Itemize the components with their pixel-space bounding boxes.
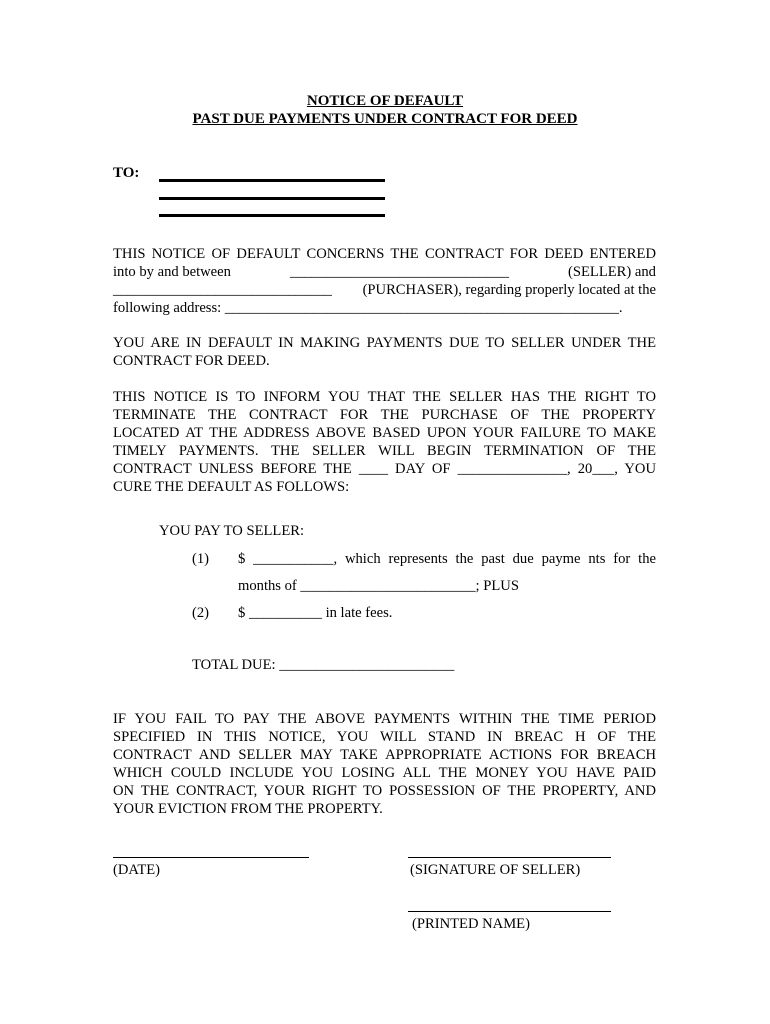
para4-line4: WHICH COULD INCLUDE YOU LOSING ALL THE MONEY YOU HAVE PAID bbox=[113, 765, 656, 781]
para1-line2 bbox=[113, 263, 656, 281]
para4-line3: CONTRACT AND SELLER MAY TAKE APPROPRIATE ACTIONS FOR BREACH bbox=[113, 747, 656, 763]
document-title: NOTICE OF DEFAULT bbox=[306, 93, 464, 109]
date-line bbox=[113, 857, 309, 858]
para3-line2: TERMINATE THE CONTRACT FOR THE PURCHASE OF THE PROPERTY bbox=[113, 407, 656, 423]
para4-line6: YOUR EVICTION FROM THE PROPERTY. bbox=[113, 801, 383, 817]
para4-line2: SPECIFIED IN THIS NOTICE, YOU WILL STAND IN BREAC H OF THE bbox=[113, 729, 656, 745]
to-line-2 bbox=[159, 197, 385, 200]
total-due: TOTAL DUE: ________________________ bbox=[192, 657, 455, 673]
item1-months: months of ________________________; PLUS bbox=[238, 578, 519, 594]
to-line-3 bbox=[159, 214, 385, 217]
seller-name-blank: ______________________________ bbox=[290, 264, 509, 280]
printed-name-line bbox=[408, 911, 611, 912]
item2-number: (2) bbox=[192, 605, 210, 621]
para4-line5: ON THE CONTRACT, YOUR RIGHT TO POSSESSION OF THE PROPERTY, AND bbox=[113, 783, 656, 799]
to-label: TO: bbox=[113, 165, 140, 181]
date-label: (DATE) bbox=[113, 862, 161, 878]
printed-name-label: (PRINTED NAME) bbox=[412, 916, 530, 932]
to-line-1 bbox=[159, 179, 385, 182]
purchaser-name-blank: ______________________________ bbox=[113, 282, 332, 298]
para1-line4: following address: ______________________________________________________. bbox=[113, 300, 623, 316]
para3-line6: CURE THE DEFAULT AS FOLLOWS: bbox=[113, 479, 350, 495]
item1-text: $ ___________, which represents the past due payme nts for the bbox=[238, 551, 656, 567]
para3-line3: LOCATED AT THE ADDRESS ABOVE BASED UPON YOUR FAILURE TO MAKE bbox=[113, 425, 656, 441]
document-subtitle: PAST DUE PAYMENTS UNDER CONTRACT FOR DEED bbox=[192, 111, 578, 127]
para1-line1: THIS NOTICE OF DEFAULT CONCERNS THE CONTRACT FOR DEED ENTERED bbox=[113, 246, 656, 262]
para1-line3-b: (PURCHASER), regarding properly located at the bbox=[362, 282, 656, 298]
seller-signature-line bbox=[408, 857, 611, 858]
pay-heading: YOU PAY TO SELLER: bbox=[159, 523, 305, 539]
para3-line1: THIS NOTICE IS TO INFORM YOU THAT THE SELLER HAS THE RIGHT TO bbox=[113, 389, 656, 405]
para1-line3 bbox=[113, 281, 656, 299]
para1-line2-a: into by and between bbox=[113, 264, 231, 280]
para3-line5: CONTRACT UNLESS BEFORE THE ____ DAY OF _______________, 20___, YOU bbox=[113, 461, 656, 477]
item2-text: $ __________ in late fees. bbox=[238, 605, 393, 621]
para3-line4: TIMELY PAYMENTS. THE SELLER WILL BEGIN TERMINATION OF THE bbox=[113, 443, 656, 459]
para1-line2-b: (SELLER) and bbox=[568, 264, 656, 280]
seller-signature-label: (SIGNATURE OF SELLER) bbox=[410, 862, 581, 878]
item1-number: (1) bbox=[192, 551, 210, 567]
para4-line1: IF YOU FAIL TO PAY THE ABOVE PAYMENTS WITHIN THE TIME PERIOD bbox=[113, 711, 656, 727]
para2: YOU ARE IN DEFAULT IN MAKING PAYMENTS DUE TO SELLER UNDER THE CONTRACT FOR DEED. bbox=[113, 335, 656, 369]
